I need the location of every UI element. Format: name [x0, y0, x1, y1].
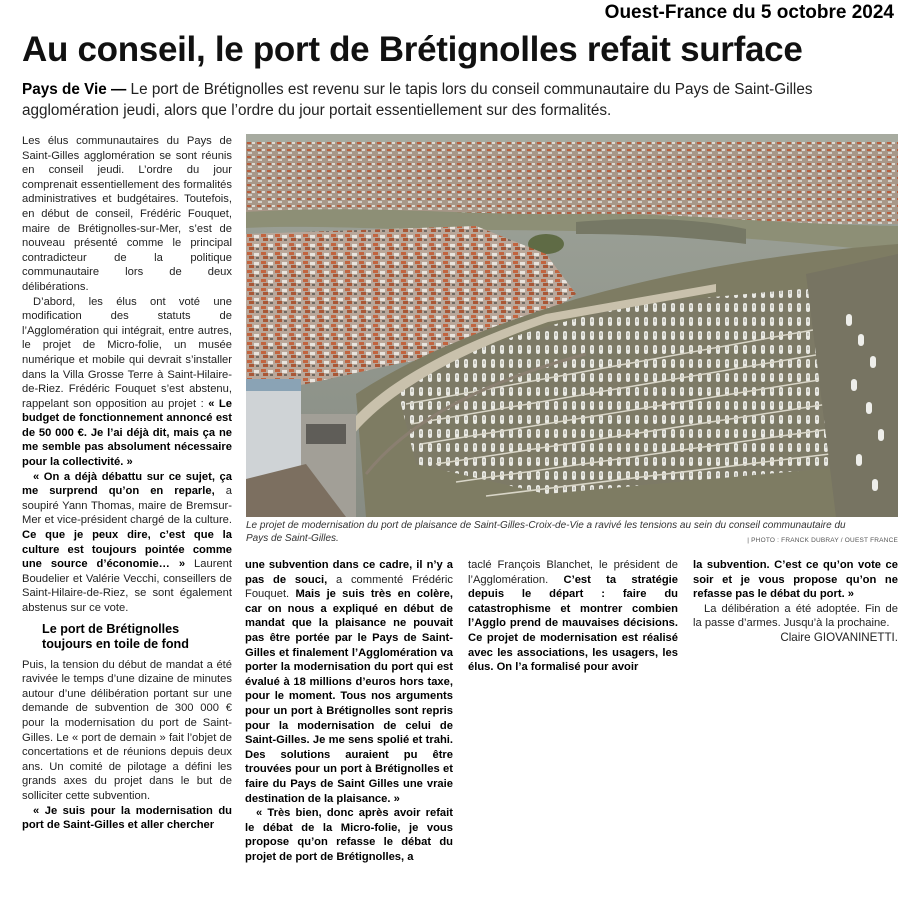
body-text: D’abord, les élus ont voté une modification des statuts de l’Agglomération qui intégrait, entre autres, le projet de Micro-folie, un musée numérique et mobile qui devrait s’installer dans la Villa Grosse Terre à Saint-Hilaire-de-Riez. Frédéric Fouquet s’est abstenu, rappelant son opposition au projet :	[22, 295, 232, 410]
quote: « Je suis pour la modernisation du port de Saint-Gilles et aller chercher	[22, 804, 232, 832]
lead-text: Le port de Brétignolles est revenu sur le tapis lors du conseil communautaire du Pays de Saint-Gilles agglomération jeudi, alors que l’ordre du jour portait essentiellement sur des formalités.	[22, 81, 813, 119]
lead-paragraph	[22, 79, 897, 121]
body-paragraph-6	[468, 558, 678, 675]
body-paragraph-3	[22, 470, 232, 616]
body-paragraph-4: Puis, la tension du début de mandat a été ravivée le temps d’une dizaine de minutes autour d’une délibération portant sur une demande de subvention de 300 000 € pour la modernisation du port de Saint-Gilles. Le « port de demain » fait l’objet de concertations et de réunions depuis deux ans. Un comité de pilotage a défini les grands axes du projet dans le but de solliciter cette subvention.	[22, 658, 232, 802]
quote: « Le budget de fonctionnement annoncé est de 50 000 €. Je l’ai déjà dit, mais ça ne me semble pas absolument nécessaire pour la collectivité. »	[22, 397, 232, 469]
body-text: a soupiré Yann Thomas, maire de Bremsur-Mer et vice-président chargé de la culture.	[22, 485, 232, 527]
quote: C’est ta stratégie depuis le départ : faire du catastrophisme et montrer combien l’Agglo prend de mauvaises décisions. Ce projet de modernisation est réalisé avec les associations, les usagers, les élus. On l’a formalisé pour avoir	[468, 573, 678, 674]
photo-credit: | PHOTO : FRANCK DUBRAY / OUEST FRANCE	[747, 537, 898, 544]
article-column-2	[245, 558, 453, 864]
quote: « On a déjà débattu sur ce sujet, ça me surprend qu’on en reparle,	[22, 470, 232, 498]
quote: « Très bien, donc après avoir refait le débat de la Micro-folie, je vous propose qu’on refasse le débat du projet de port de Brétignolles, a	[245, 807, 453, 863]
body-paragraph-5	[245, 558, 453, 806]
article-column-1	[22, 134, 232, 833]
article-column-3	[468, 558, 678, 675]
photo-caption: Le projet de modernisation du port de plaisance de Saint-Gilles-Croix-de-Vie a ravivé les tensions au sein du conseil communautaire du Pays de Saint-Gilles.	[246, 520, 846, 544]
quote: la subvention. C’est ce qu’on vote ce soir et je vous propose qu’on ne refasse pas le débat du port. »	[693, 559, 898, 601]
headline: Au conseil, le port de Brétignolles refait surface	[22, 30, 803, 69]
harbor-aerial-photo	[246, 134, 898, 517]
body-text: taclé François Blanchet, le président de l’Agglomération.	[468, 559, 678, 586]
body-paragraph-7: La délibération a été adoptée. Fin de la passe d’armes. Jusqu’à la prochaine.	[693, 602, 898, 630]
article-column-4	[693, 558, 898, 646]
body-paragraph-2	[22, 295, 232, 470]
body-paragraph-1: Les élus communautaires du Pays de Saint-Gilles agglomération se sont réunis en conseil jeudi. L’ordre du jour comprenait essentiellement des formalités administratives et budgétaires. Toutefois, en début de conseil, Frédéric Fouquet, maire de Brétignolles-sur-Mer, s’est de nouveau présenté comme le principal contradicteur de la politique communautaire lors de deux délibérations.	[22, 135, 232, 293]
kicker: Pays de Vie —	[22, 81, 127, 98]
dateline: Ouest-France du 5 octobre 2024	[604, 2, 894, 23]
body-text: Laurent Boudelier et Valérie Vecchi, conseillers de Saint-Hilaire-de-Riez, se sont également abstenus sur ce vote.	[22, 558, 232, 614]
quote: Ce que je peux dire, c’est que la culture est toujours pointée comme une source d’économie… »	[22, 529, 232, 571]
quote: Mais je suis très en colère, car on nous a expliqué en début de mandat que la plaisance ne pouvait pas être portée par le Pays de Saint-Gilles et finalement l’Agglomération va porter la modernisation du port qui est évalué à 18 millions d’euros hors taxe, pour le moment. Tous nos arguments pour un port à Brétignolles sont repris pour la modernisation de celui de Saint-Gilles. Je me sens spolié et trahi. Des solutions auraient pu être trouvées pour un port à Brétignolles et faire du Pays de Saint Gilles une vraie destination de la plaisance. »	[245, 588, 453, 805]
body-text: a commenté Frédéric Fouquet.	[245, 573, 453, 601]
author-signature: Claire GIOVANINETTI.	[780, 630, 898, 644]
subheading: Le port de Brétignolles toujours en toile de fond	[42, 621, 189, 652]
quote: une subvention dans ce cadre, il n’y a pas de souci,	[245, 559, 453, 586]
